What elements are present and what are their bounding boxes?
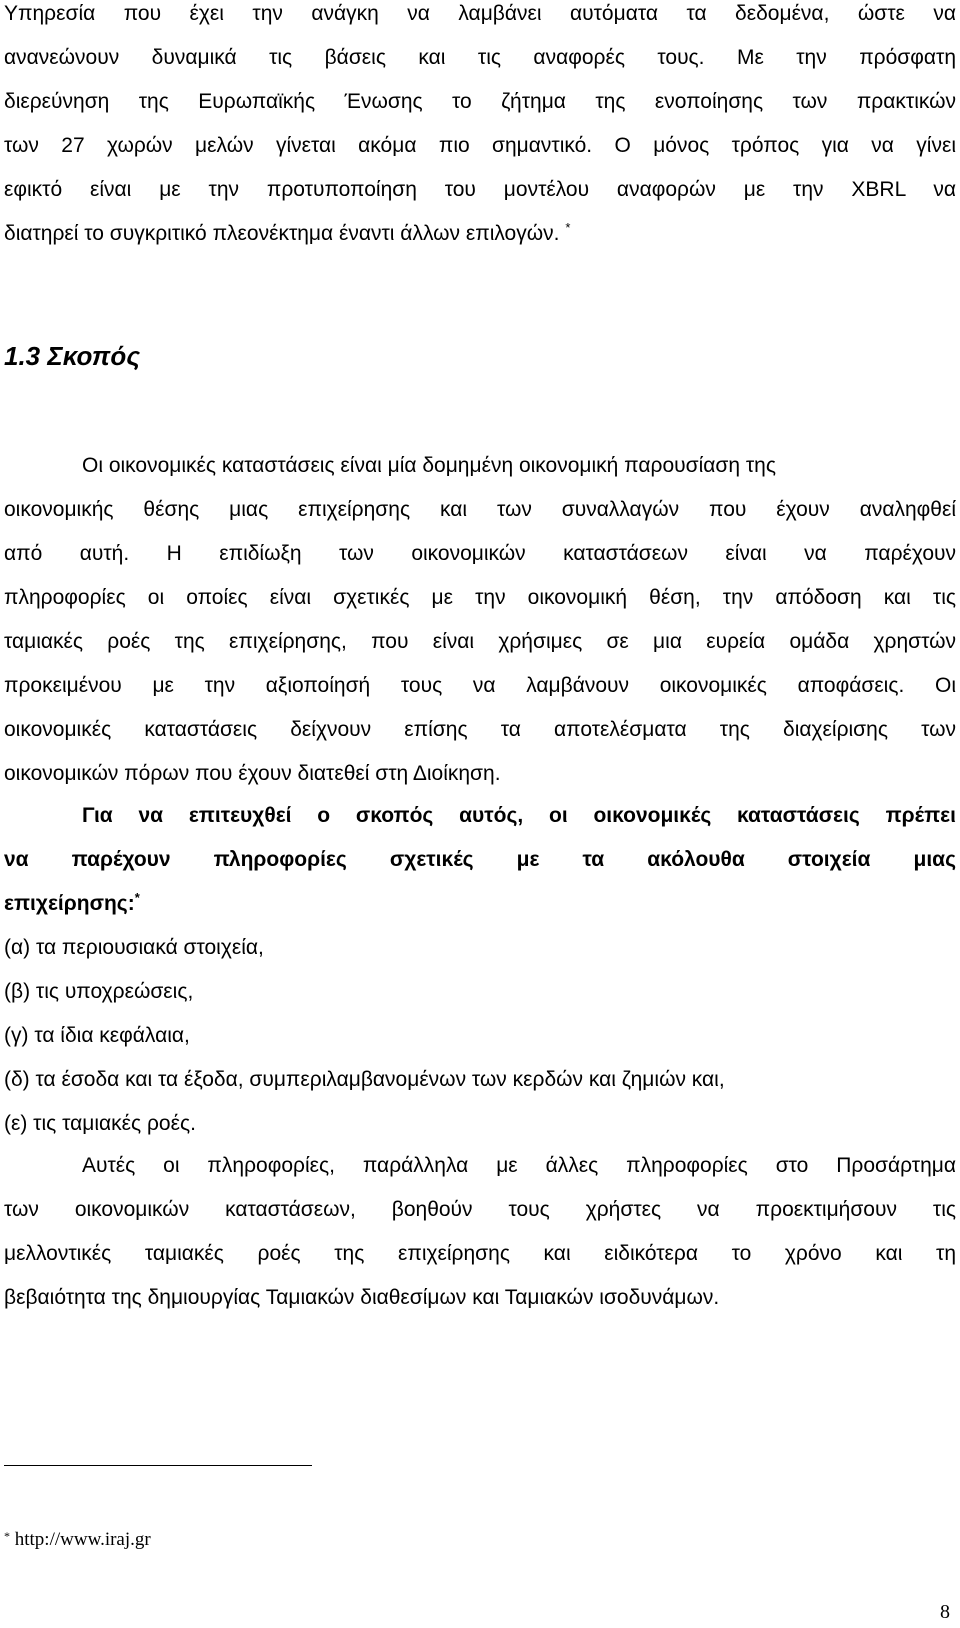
- paragraph-line: μελλοντικές ταμιακές ροές της επιχείρησης και ειδικότερα το χρόνο και τη: [4, 1242, 956, 1265]
- paragraph-last-line: [4, 220, 570, 248]
- paragraph-line: βεβαιότητα της δημιουργίας Ταμιακών διαθεσίμων και Ταμιακών ισοδυνάμων.: [4, 1286, 720, 1309]
- footnote-separator: [4, 1465, 312, 1466]
- bold-paragraph-last-line: [4, 890, 140, 918]
- bold-paragraph-line: Για να επιτευχθεί ο σκοπός αυτός, οι οικονομικές καταστάσεις πρέπει: [82, 804, 956, 827]
- list-item: (δ) τα έσοδα και τα έξοδα, συμπεριλαμβανομένων των κερδών και ζημιών και,: [4, 1068, 725, 1091]
- paragraph-line: οικονομικές καταστάσεις δείχνουν επίσης τα αποτελέσματα της διαχείρισης των: [4, 718, 956, 741]
- paragraph-line: προκειμένου με την αξιοποίησή τους να λαμβάνουν οικονομικές αποφάσεις. Οι: [4, 674, 956, 697]
- paragraph-line: οικονομικών πόρων που έχουν διατεθεί στη Διοίκηση.: [4, 762, 501, 785]
- paragraph-line: των οικονομικών καταστάσεων, βοηθούν τους χρήστες να προεκτιμήσουν τις: [4, 1198, 956, 1221]
- list-item: (β) τις υποχρεώσεις,: [4, 980, 194, 1003]
- bold-paragraph-line: να παρέχουν πληροφορίες σχετικές με τα ακόλουθα στοιχεία μιας: [4, 848, 956, 871]
- paragraph-line: ταμιακές ροές της επιχείρησης, που είναι χρήσιμες σε μια ευρεία ομάδα χρηστών: [4, 630, 956, 653]
- footnote-reference: *: [565, 220, 571, 235]
- paragraph-line: Υπηρεσία που έχει την ανάγκη να λαμβάνει αυτόματα τα δεδομένα, ώστε να: [4, 2, 956, 25]
- paragraph-line: Οι οικονομικές καταστάσεις είναι μία δομημένη οικονομική παρουσίαση της: [82, 454, 776, 477]
- paragraph-line: ανανεώνουν δυναμικά τις βάσεις και τις αναφορές τους. Με την πρόσφατη: [4, 46, 956, 69]
- list-item: (ε) τις ταμιακές ροές.: [4, 1112, 196, 1135]
- page-number: 8: [940, 1601, 950, 1623]
- section-heading: 1.3 Σκοπός: [4, 341, 141, 371]
- footnote-reference: *: [134, 890, 140, 905]
- paragraph-line: οικονομικής θέσης μιας επιχείρησης και των συναλλαγών που έχουν αναληφθεί: [4, 498, 956, 521]
- footnote-marker: *: [4, 1529, 10, 1543]
- bold-paragraph-text: επιχείρησης:: [4, 892, 135, 915]
- paragraph-text: διατηρεί το συγκριτικό πλεονέκτημα έναντι άλλων επιλογών.: [4, 222, 560, 245]
- list-item: (α) τα περιουσιακά στοιχεία,: [4, 936, 264, 959]
- paragraph-line: εφικτό είναι με την προτυποποίηση του μοντέλου αναφορών με την XBRL να: [4, 178, 956, 201]
- paragraph-line: των 27 χωρών μελών γίνεται ακόμα πιο σημαντικό. Ο μόνος τρόπος για να γίνει: [4, 134, 956, 157]
- footnote: [4, 1528, 151, 1552]
- paragraph-line: από αυτή. Η επιδίωξη των οικονομικών καταστάσεων είναι να παρέχουν: [4, 542, 956, 565]
- paragraph-line: πληροφορίες οι οποίες είναι σχετικές με την οικονομική θέση, την απόδοση και τις: [4, 586, 956, 609]
- paragraph-line: διερεύνηση της Ευρωπαϊκής Ένωσης το ζήτημα της ενοποίησης των πρακτικών: [4, 90, 956, 113]
- list-item: (γ) τα ίδια κεφάλαια,: [4, 1024, 190, 1047]
- paragraph-line: Αυτές οι πληροφορίες, παράλληλα με άλλες πληροφορίες στο Προσάρτημα: [82, 1154, 956, 1177]
- footnote-link[interactable]: http://www.iraj.gr: [14, 1529, 151, 1550]
